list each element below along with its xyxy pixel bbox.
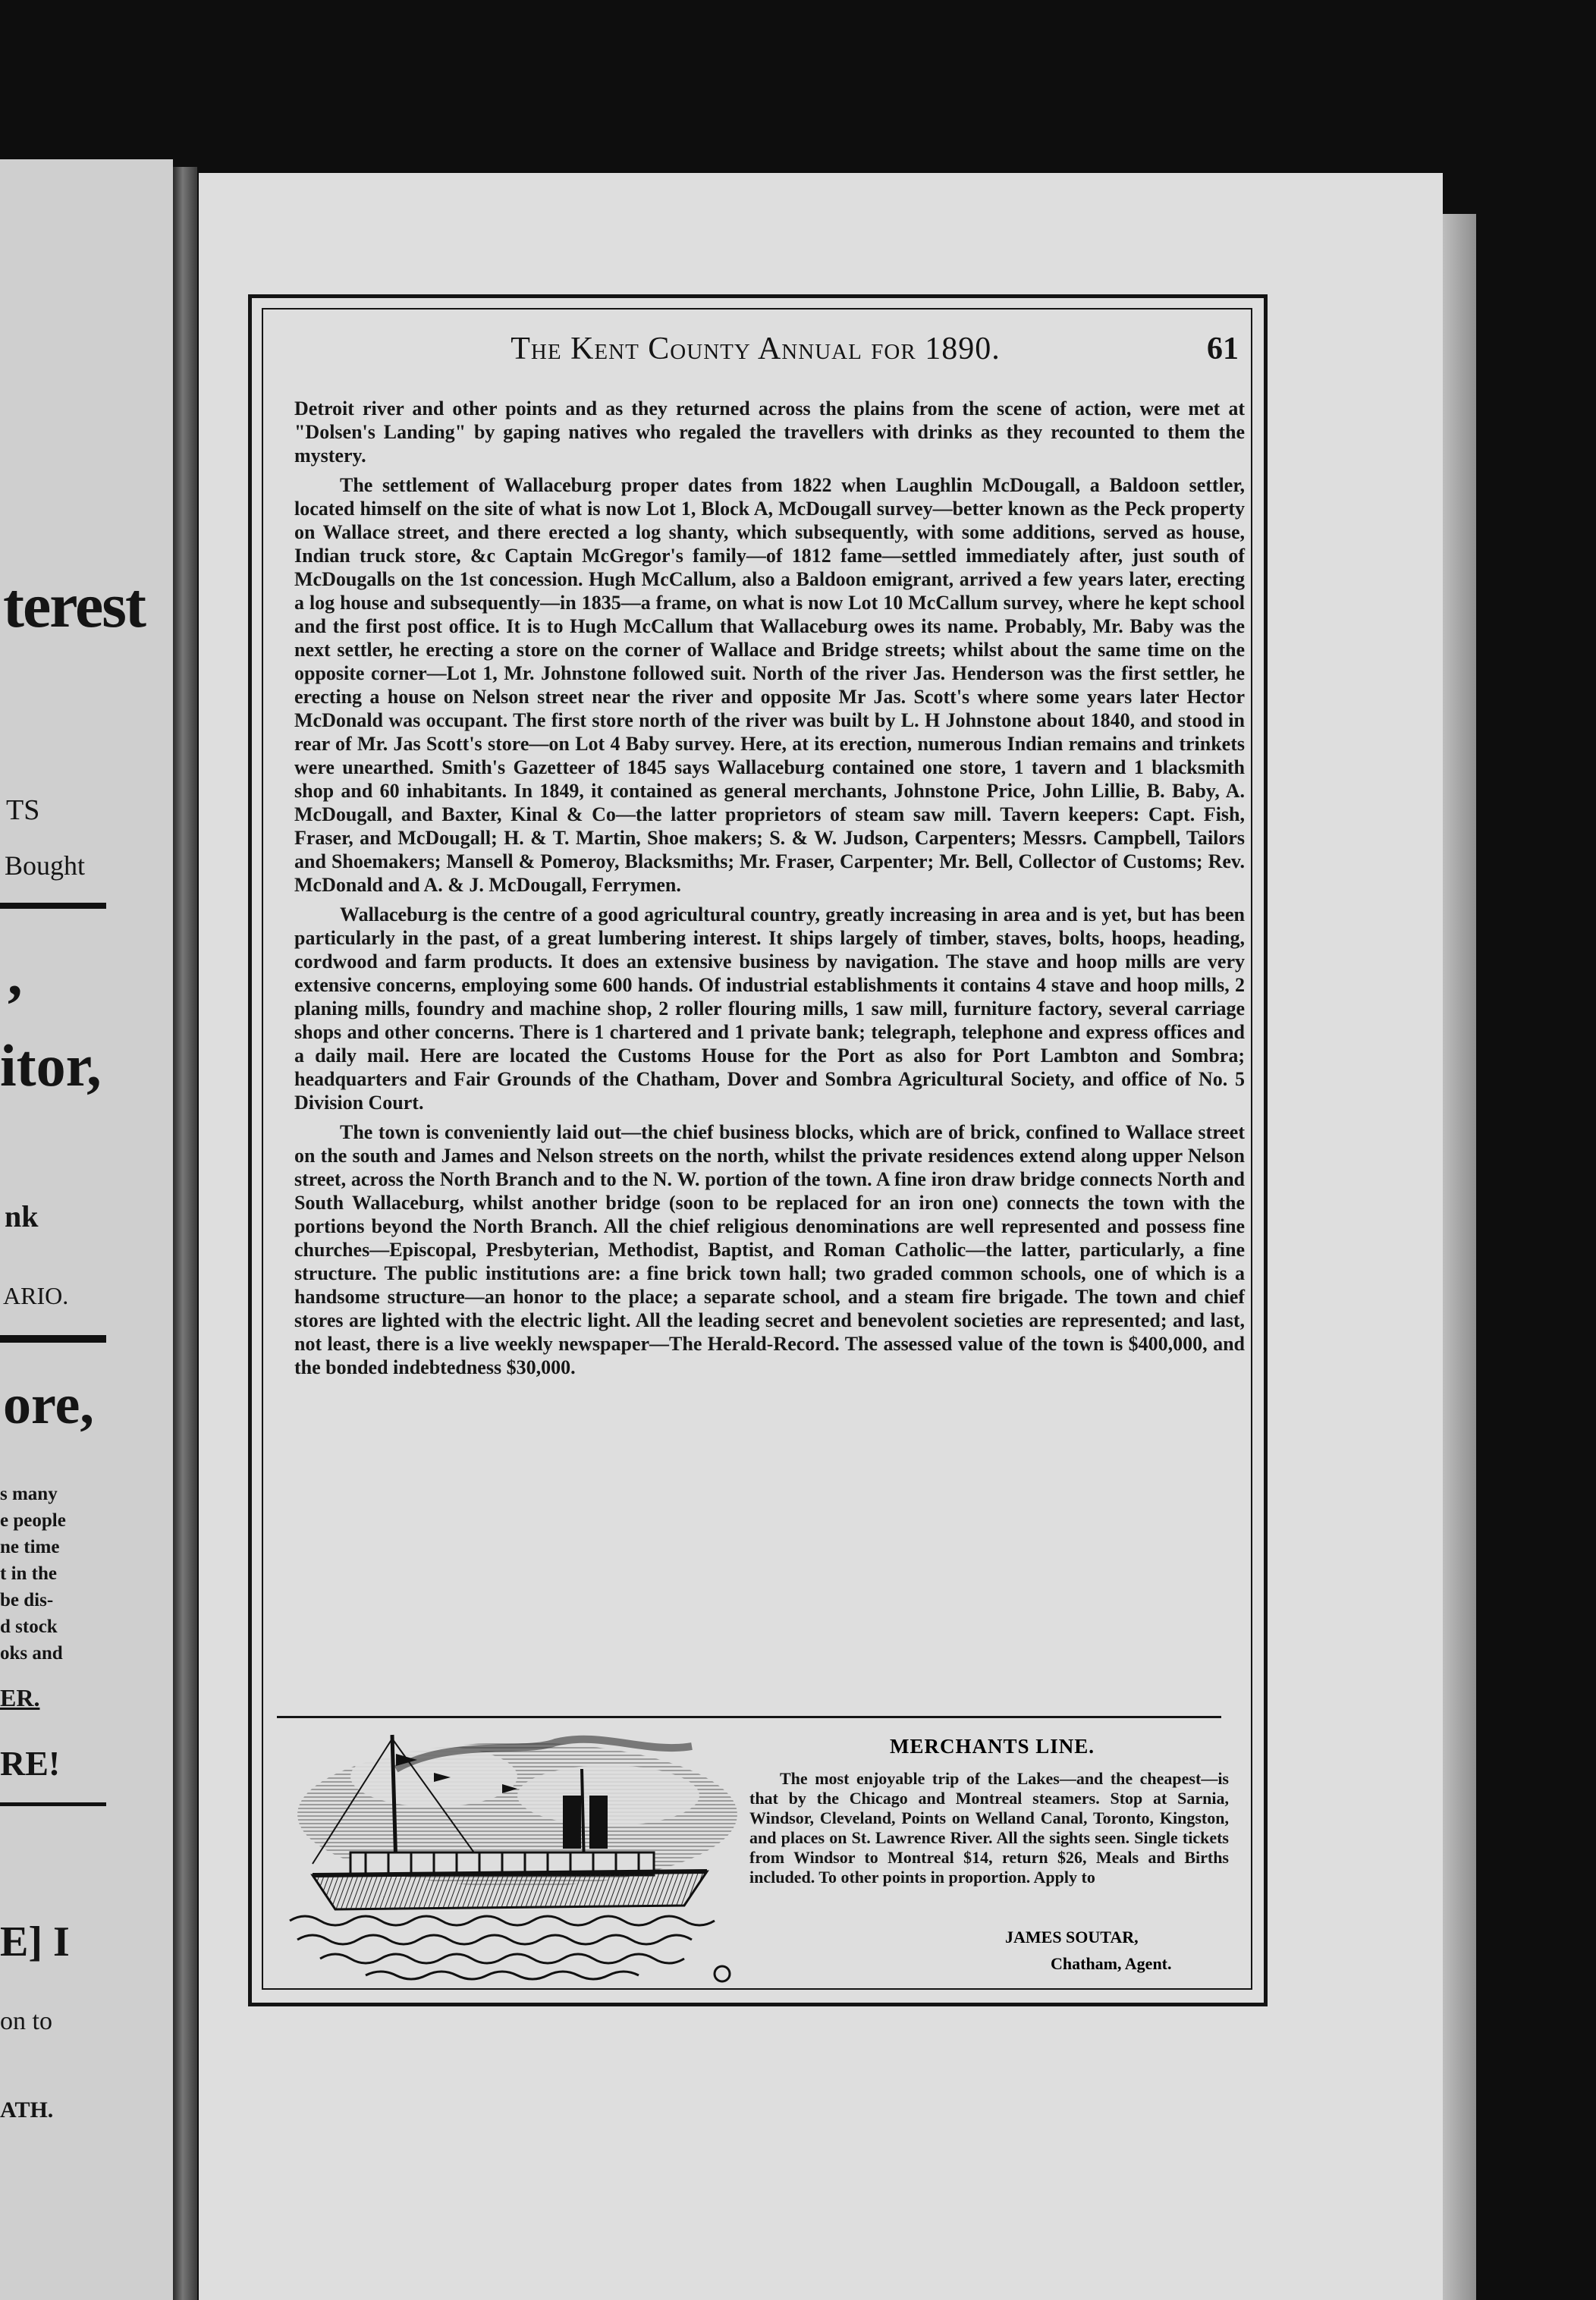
left-fragment: RE! — [0, 1744, 61, 1783]
left-fragment: ER. — [0, 1684, 40, 1711]
paragraph: The settlement of Wallaceburg proper dates from 1822 when Laughlin McDougall, a Baldoon settler, located himself on the site of what is now Lot 1, Block A, McDougall survey—better known as the Peck property on Wallace street, and there erected a log shanty, which subsequently, with some additions, served as house, Indian truck store, &c Captain McGregor's family—of 1812 fame—settled immediately after, just south of McDougalls on the 1st concession. Hugh McCallum, also a Baldoon emigrant, arrived a few years later, erecting a log house and subsequently—in 1835—a frame, on what is now Lot 10 McCallum survey, where he kept school and the first post office. It is to Hugh McCallum that Wallaceburg owes its name. Probably, Mr. Baby was the next settler, he erecting a store on the corner of Wallace and Bridge streets; whilst about the same time on the opposite corner—Lot 1, Mr. Johnstone followed suit. North of the river Jas. Henderson was the first settler, he erecting a house on Nelson street near the river and opposite Mr Jas. Scott's where some years later Hector McDonald was occupant. The first store north of the river was built by L. H Johnstone about 1840, and stood in rear of Mr. Jas Scott's store—on Lot 4 Baby survey. Here, at its erection, numerous Indian remains and trinkets were unearthed. Smith's Gazetteer of 1845 says Wallaceburg contained one store, 1 tavern and 1 blacksmith shop and 60 inhabitants. In 1849, it contained as general merchants, Johnstone Price, John Lillie, B. Baby, A. McDougall, and Baxter, Kinal & Co—the latter proprietors of steam saw mill. Tavern keepers: Capt. Fish, Fraser, and McDougall; H. & T. Martin, Shoe makers; S. & W. Judson, Carpenters; Messrs. Campbell, Tailors and Shoemakers; Mansell & Pomeroy, Blacksmiths; Mr. Fraser, Carpenter; Mr. Bell, Collector of Customs; Rev. McDonald and A. & J. McDougall, Ferrymen. — [294, 474, 1245, 896]
ad-text: The most enjoyable trip of the Lakes—and the cheapest—is that by the Chicago and Montreal steamers. Stop at Sarnia, Windsor, Cleveland, Points on Welland Canal, Toronto, Kingston, and places on St. Lawrence River. All the sights seen. Single tickets from Windsor to Montreal $14, return $26, Meals and Births included. To other points in proportion. Apply to — [749, 1769, 1229, 1887]
ad-signature-title: Chatham, Agent. — [1051, 1954, 1172, 1973]
left-fragment: d stock — [0, 1617, 58, 1637]
ad-signature-name: JAMES SOUTAR, — [1005, 1928, 1139, 1947]
left-rule — [0, 1335, 106, 1343]
left-fragment: on to — [0, 2007, 52, 2035]
ad-heading: MERCHANTS LINE. — [889, 1735, 1095, 1758]
steamship-illustration — [282, 1723, 740, 1984]
left-fragment: , — [8, 941, 23, 1007]
left-fragment: e people — [0, 1510, 66, 1531]
left-rule — [0, 1802, 106, 1806]
running-title: The Kent County Annual for 1890. — [511, 331, 1001, 366]
left-fragment: itor, — [0, 1032, 102, 1098]
left-fragment: ARIO. — [3, 1282, 69, 1309]
left-fragment: s many — [0, 1484, 58, 1504]
left-fragment: ore, — [3, 1374, 94, 1436]
ad-divider-rule — [277, 1716, 1221, 1718]
left-facing-page — [0, 159, 173, 2300]
left-rule — [0, 903, 106, 909]
page-edge — [1443, 214, 1476, 2300]
left-fragment: Bought — [5, 850, 86, 881]
left-fragment: nk — [5, 1199, 39, 1233]
left-fragment: t in the — [0, 1563, 57, 1584]
left-fragment: ATH. — [0, 2097, 54, 2122]
left-fragment: be dis- — [0, 1590, 54, 1610]
book-gutter — [173, 167, 197, 2300]
page-number: 61 — [1207, 331, 1239, 366]
left-fragment: ne time — [0, 1537, 60, 1557]
paragraph: The town is conveniently laid out—the chief business blocks, which are of brick, confined to Wallace street on the south and James and Nelson streets on the north, whilst the private residences extend along upper Nelson street, across the North Branch and to the N. W. portion of the town. A fine iron draw bridge connects North and South Wallaceburg, whilst another bridge (soon to be replaced for an iron one) connects the town with the portions beyond the North Branch. All the chief religious denominations are well represented and possess fine churches—Episcopal, Presbyterian, Methodist, Baptist, and Roman Catholic—the latter, particularly, a fine structure. The public institutions are: a fine brick town hall; two graded common schools, one of which is a handsome structure—an honor to the place; a separate school, and a steam fire brigade. The town and chief stores are lighted with the electric light. All the leading secret and benevolent societies are represented; and last, not least, there is a live weekly newspaper—The Herald-Record. The assessed value of the town is $400,000, and the bonded indebtedness $30,000. — [294, 1121, 1245, 1378]
paragraph: Detroit river and other points and as they returned across the plains from the scene of action, were met at "Dolsen's Landing" by gaping natives who regaled the travellers with drinks as they recounted to them the mystery. — [294, 397, 1245, 467]
paragraph: Wallaceburg is the centre of a good agricultural country, greatly increasing in area and is yet, but has been particularly in the past, of a great lumbering interest. It ships largely of timber, staves, bolts, hoops, heading, cordwood and farm products. It does an extensive business by navigation. The stave and hoop mills are very extensive concerns, employing some 600 hands. Of industrial establishments it contains 4 stave and hoop mills, 2 planing mills, foundry and machine shop, 2 roller flouring mills, 1 saw mill, furniture factory, several carriage shops and other concerns. There is 1 chartered and 1 private bank; telegraph, telephone and express offices and a daily mail. Here are located the Customs House for the Port as also for Port Lambton and Sombra; headquarters and Fair Grounds of the Chatham, Dover and Sombra Agricultural Society, and office of No. 5 Division Court. — [294, 903, 1245, 1114]
left-fragment: oks and — [0, 1643, 63, 1664]
left-fragment: E] I — [0, 1918, 70, 1965]
left-fragment: TS — [6, 794, 40, 826]
article-body — [294, 397, 1245, 1385]
left-fragment: terest — [3, 570, 145, 641]
running-head — [262, 331, 1249, 376]
